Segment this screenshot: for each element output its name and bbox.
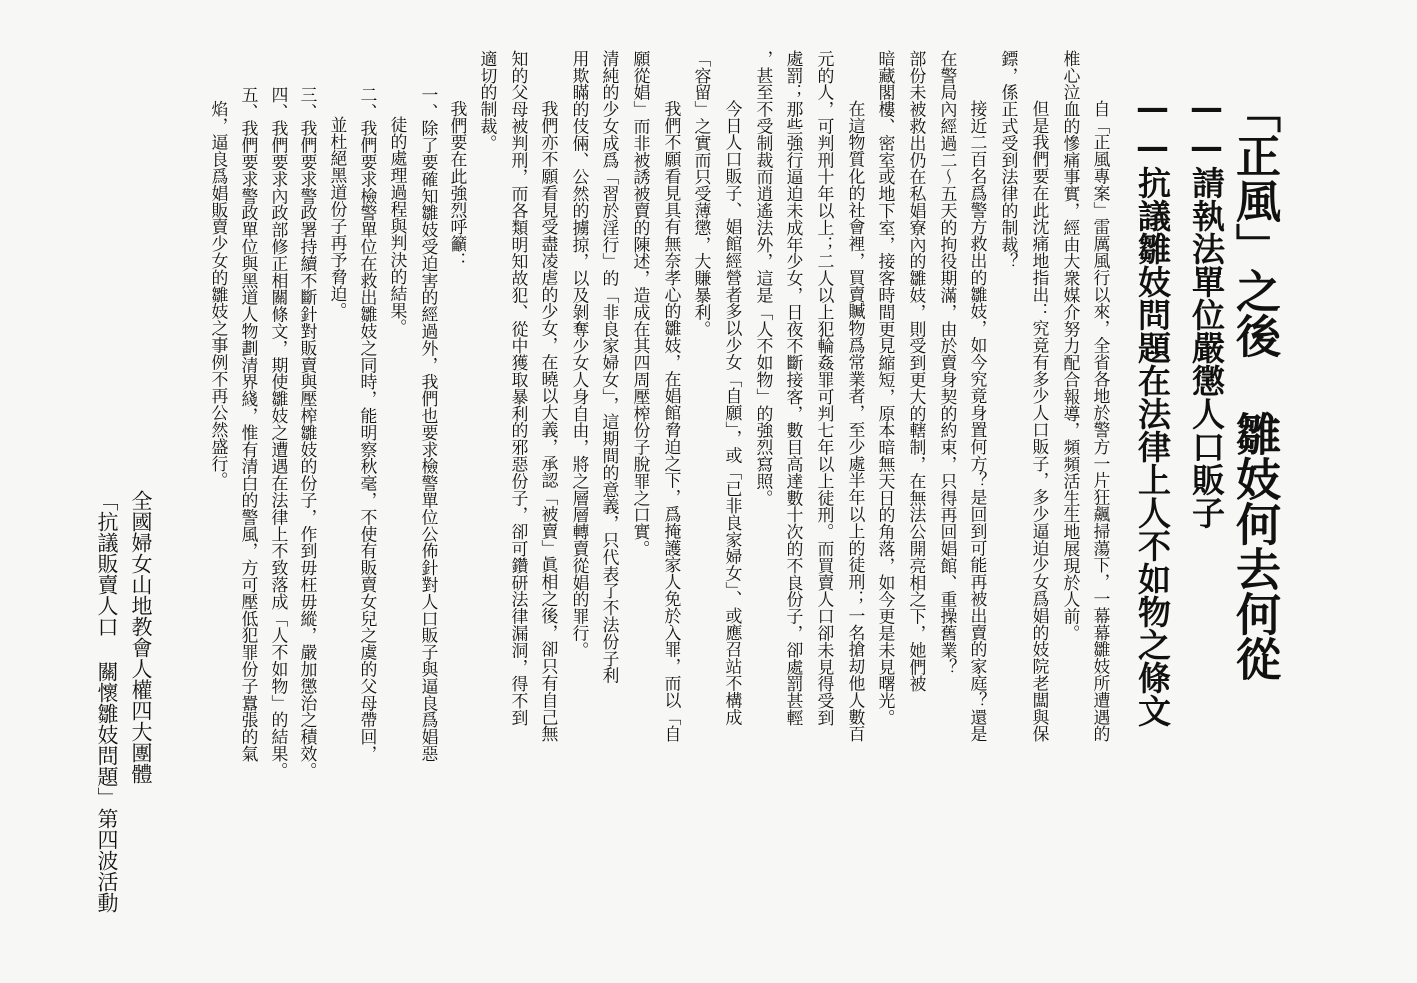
body-line: 三、我們要求警政署持續不斷針對販賣與壓榨雛妓的份子，作到毋枉毋縱，嚴加懲治之積效。 — [298, 86, 318, 779]
body-line: 我們亦不願看見受盡凌虐的少女，在曉以大義，承認「被賣」眞相之後，卻只有自己無 — [539, 100, 559, 743]
body-line: 但是我們要在此沈痛地指出：究竟有多少人口販子，多少逼迫少女爲娼的妓院老闆與保 — [1030, 100, 1050, 743]
body-line: 在警局內經過二～五天的拘役期滿，由於賣身契的約束，只得再回娼館、重操舊業？ — [938, 50, 958, 676]
body-line: 暗藏閣樓、密室或地下室，接客時間更見縮短，原本暗無天日的角落，如今更是未見曙光。 — [876, 50, 896, 726]
body-line: 願從娼」而非被誘被賣的陳述，造成在其四周壓榨份子脫罪之口實。 — [631, 50, 651, 557]
body-line: 我們要在此強烈呼籲： — [448, 100, 468, 269]
body-line: 清純的少女成爲「習於淫行」的「非良家婦女」，這期間的意義，只代表了不法份子利 — [600, 50, 620, 684]
signature-campaign: 「抗議販賣人口 關懷雛妓問題」第四波活動 — [95, 490, 119, 913]
body-line: 元的人，可判刑十年以上；二人以上犯輪姦罪可判七年以上徒刑。而買賣人口卻未見得受到 — [815, 50, 835, 726]
headline: 「正風」之後 雛妓何去何從 — [1228, 88, 1281, 681]
body-line: 焰，逼良爲娼販賣少女的雛妓之事例不再公然盛行。 — [209, 100, 229, 489]
body-line: 我們不願看見具有無奈孝心的雛妓，在娼館脅迫之下，爲掩護家人免於入罪，而以「自 — [662, 100, 682, 743]
body-line: 五、我們要求警政單位與黑道人物劃清界綫，惟有清白的警風，方可壓低犯罪份子囂張的氣 — [239, 86, 259, 762]
body-line: ，甚至不受制裁而逍遙法外，這是「人不如物」的強烈寫照。 — [754, 50, 774, 507]
body-line: 用欺瞞的伎倆、公然的擄掠，以及剝奪少女人身自由，將之層層轉賣從娼的罪行。 — [570, 50, 590, 659]
body-line: 部份未被救出仍在私娼寮內的雛妓，則受到更大的轄制，在無法公開亮相之下，她們被 — [907, 50, 927, 693]
body-line: 徒的處理過程與判決的結果。 — [388, 116, 408, 336]
body-line: 並杜絕黑道份子再予脅迫。 — [328, 116, 348, 319]
body-line: 自「正風專案」雷厲風行以來，全省各地於警方一片狂飆掃蕩下，一幕幕雛妓所遭遇的 — [1091, 100, 1111, 743]
subtitle-1: ——請執法單位嚴懲人口販子 — [1187, 88, 1226, 529]
body-line: 處罰；那些強行逼迫未成年少女，日夜不斷接客，數目高達數十次的不良份子，卻處罰甚輕 — [784, 50, 804, 726]
body-line: 在這物質化的社會裡，買賣贓物爲常業者，至少處半年以上的徒刑；一名搶刧他人數百 — [846, 100, 866, 743]
body-line: 椎心泣血的慘痛事實，經由大衆媒介努力配合報導，頻頻活生生地展現於人前。 — [1061, 50, 1081, 642]
body-line: 適切的制裁。 — [478, 50, 498, 152]
signature-org: 全國婦女山地教會人權四大團體 — [129, 490, 153, 784]
body-line: 四、我們要求內政部修正相關條文，期使雛妓之遭遇在法律上不致落成「人不如物」的結果。 — [269, 86, 289, 779]
body-line: 一、除了要確知雛妓受迫害的經過外，我們也要求檢警單位公佈針對人口販子與逼良爲娼惡 — [419, 86, 439, 762]
body-line: 知的父母被判刑，而各類明知故犯、從中獲取暴利的邪惡份子，卻可鑽研法律漏洞，得不到 — [509, 50, 529, 726]
body-line: 二、我們要求檢警單位在救出雛妓之同時，能明察秋毫，不使有販賣女兒之虞的父母帶回， — [358, 86, 378, 762]
subtitle-2: ——抗議雛妓問題在法律上人不如物之條文 — [1133, 88, 1172, 727]
body-line: 接近二百名爲警方救出的雛妓，如今究竟身置何方？是回到可能再被出賣的家庭？還是 — [968, 100, 988, 743]
body-line: 鏢，係正式受到法律的制裁？ — [999, 50, 1019, 270]
body-line: 「容留」之實而只受薄懲，大賺暴利。 — [692, 50, 712, 338]
body-line: 今日人口販子、娼館經營者多以少女「自願」，或「已非良家婦女」、或應召站不構成 — [723, 100, 743, 726]
